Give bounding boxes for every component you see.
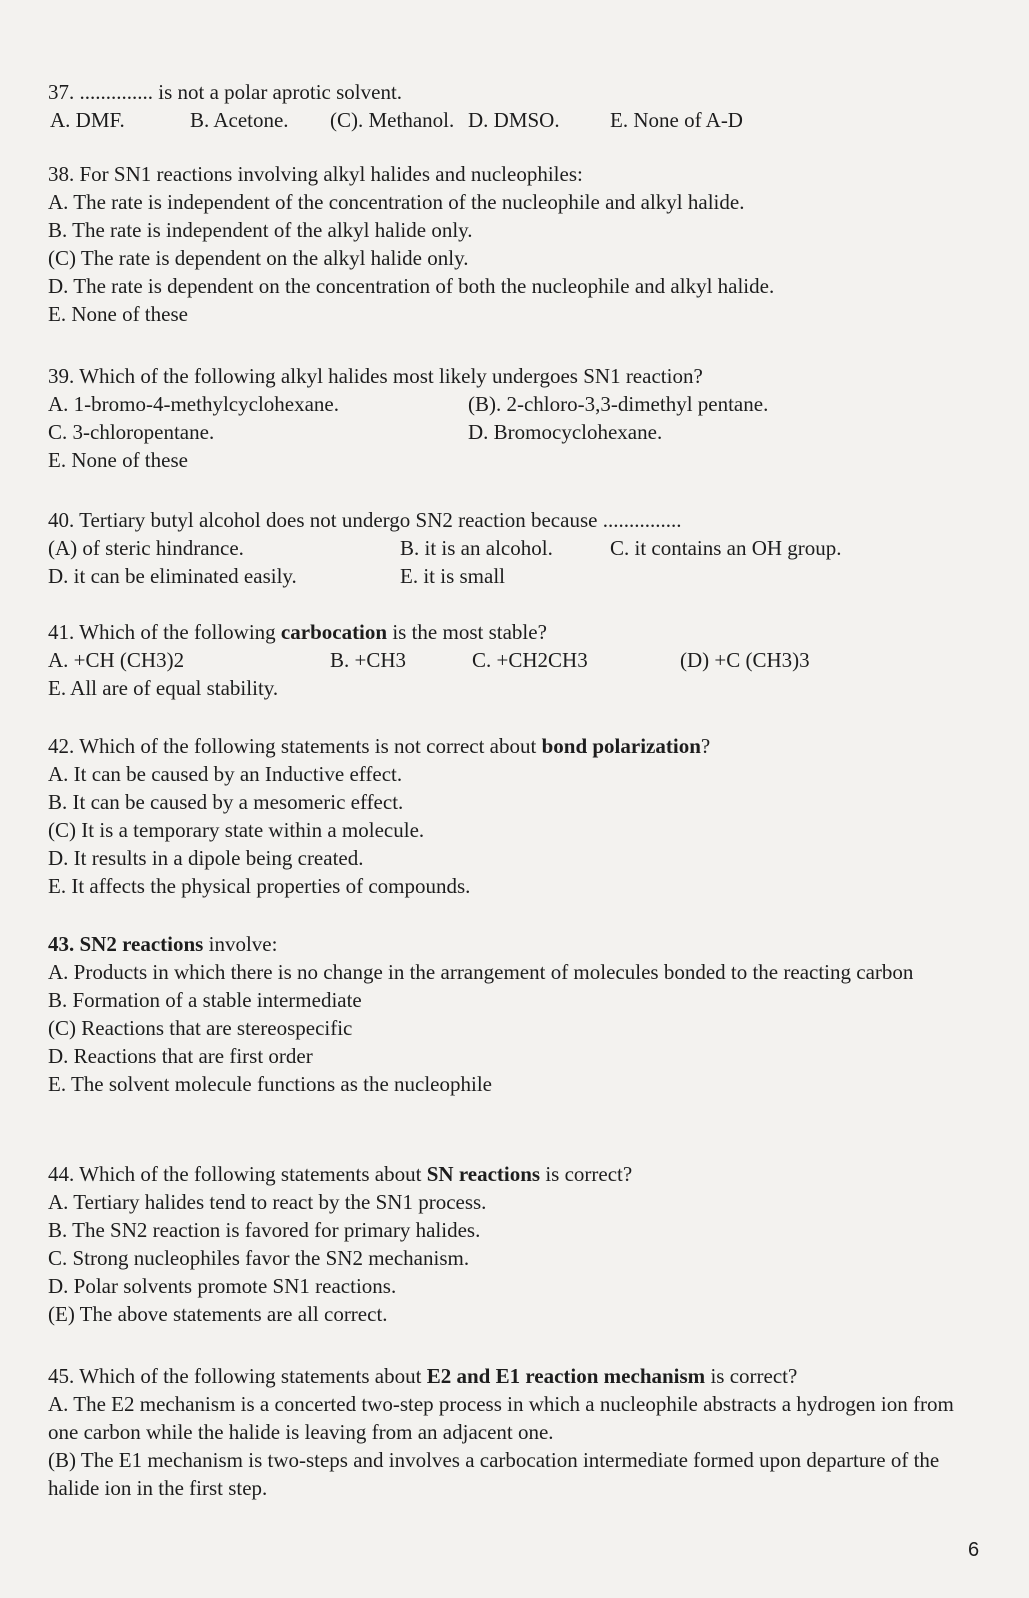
question-44 <box>48 1160 988 1328</box>
option-b-selected: (B) The E1 mechanism is two-steps and involves a carbocation intermediate formed upon departure of the halide ion in the first step. <box>48 1448 940 1500</box>
option-b: B. The rate is independent of the alkyl halide only. <box>48 218 473 242</box>
question-37 <box>48 78 988 134</box>
options-row <box>48 390 988 418</box>
option-a: A. DMF. <box>50 108 125 132</box>
option-c: C. Strong nucleophiles favor the SN2 mechanism. <box>48 1246 470 1270</box>
option-e-selected: (E) The above statements are all correct. <box>48 1302 388 1326</box>
option-b: B. Acetone. <box>190 108 289 132</box>
option-b: B. Formation of a stable intermediate <box>48 988 362 1012</box>
question-stem: 40. Tertiary butyl alcohol does not undergo SN2 reaction because ............... <box>48 508 682 532</box>
option-b-selected: (B). 2-chloro-3,3-dimethyl pentane. <box>468 392 769 416</box>
question-38 <box>48 160 988 328</box>
option-e: E. None of A-D <box>610 108 743 132</box>
option-d: D. DMSO. <box>468 108 560 132</box>
option-c: C. 3-chloropentane. <box>48 420 215 444</box>
options-row <box>48 646 988 674</box>
options-row <box>48 418 988 446</box>
option-c-selected: (C). Methanol. <box>330 108 455 132</box>
question-43 <box>48 930 988 1098</box>
option-b: B. it is an alcohol. <box>400 536 553 560</box>
option-e: E. It affects the physical properties of compounds. <box>48 874 471 898</box>
option-c: C. +CH2CH3 <box>472 648 588 672</box>
option-e: E. None of these <box>48 448 188 472</box>
question-41 <box>48 618 988 702</box>
option-a: A. 1-bromo-4-methylcyclohexane. <box>48 392 339 416</box>
question-stem: 38. For SN1 reactions involving alkyl halides and nucleophiles: <box>48 162 583 186</box>
option-a-selected: (A) of steric hindrance. <box>48 536 244 560</box>
option-d: D. It results in a dipole being created. <box>48 846 364 870</box>
question-stem: 37. .............. is not a polar aprotic solvent. <box>48 80 403 104</box>
option-a: A. Products in which there is no change in the arrangement of molecules bonded to the reacting carbon <box>48 960 914 984</box>
question-stem: 44. Which of the following statements about SN reactions is correct? <box>48 1162 633 1186</box>
question-stem: 43. SN2 reactions involve: <box>48 932 278 956</box>
options-row <box>48 106 988 134</box>
option-d-selected: (D) +C (CH3)3 <box>680 648 810 672</box>
option-a: A. It can be caused by an Inductive effect. <box>48 762 403 786</box>
option-c: C. it contains an OH group. <box>610 536 842 560</box>
option-e: E. The solvent molecule functions as the nucleophile <box>48 1072 492 1096</box>
option-b: B. +CH3 <box>330 648 407 672</box>
question-42 <box>48 732 988 900</box>
question-stem: 39. Which of the following alkyl halides most likely undergoes SN1 reaction? <box>48 364 703 388</box>
question-stem: 45. Which of the following statements about E2 and E1 reaction mechanism is correct? <box>48 1364 798 1388</box>
question-45 <box>48 1362 988 1502</box>
page-number: 6 <box>968 1539 980 1561</box>
option-d: D. Bromocyclohexane. <box>468 420 663 444</box>
options-row <box>48 562 988 590</box>
option-c-selected: (C) The rate is dependent on the alkyl halide only. <box>48 246 469 270</box>
option-e: E. it is small <box>400 564 505 588</box>
question-stem: 42. Which of the following statements is not correct about bond polarization? <box>48 734 711 758</box>
question-40 <box>48 506 988 590</box>
question-39 <box>48 362 988 474</box>
option-b: B. The SN2 reaction is favored for primary halides. <box>48 1218 481 1242</box>
option-d: D. The rate is dependent on the concentration of both the nucleophile and alkyl halide. <box>48 274 775 298</box>
option-d: D. it can be eliminated easily. <box>48 564 297 588</box>
option-a: A. The E2 mechanism is a concerted two-step process in which a nucleophile abstracts a hydrogen ion from one carbon while the halide is leaving from an adjacent one. <box>48 1392 954 1444</box>
option-a: A. +CH (CH3)2 <box>48 648 185 672</box>
option-d: D. Polar solvents promote SN1 reactions. <box>48 1274 397 1298</box>
options-row <box>48 534 988 562</box>
option-a: A. The rate is independent of the concentration of the nucleophile and alkyl halide. <box>48 190 745 214</box>
option-c-selected: (C) It is a temporary state within a molecule. <box>48 818 425 842</box>
option-e: E. None of these <box>48 302 188 326</box>
question-stem: 41. Which of the following carbocation is the most stable? <box>48 620 547 644</box>
option-c-selected: (C) Reactions that are stereospecific <box>48 1016 353 1040</box>
option-d: D. Reactions that are first order <box>48 1044 313 1068</box>
option-e: E. All are of equal stability. <box>48 676 279 700</box>
option-a: A. Tertiary halides tend to react by the SN1 process. <box>48 1190 487 1214</box>
option-b: B. It can be caused by a mesomeric effect. <box>48 790 404 814</box>
